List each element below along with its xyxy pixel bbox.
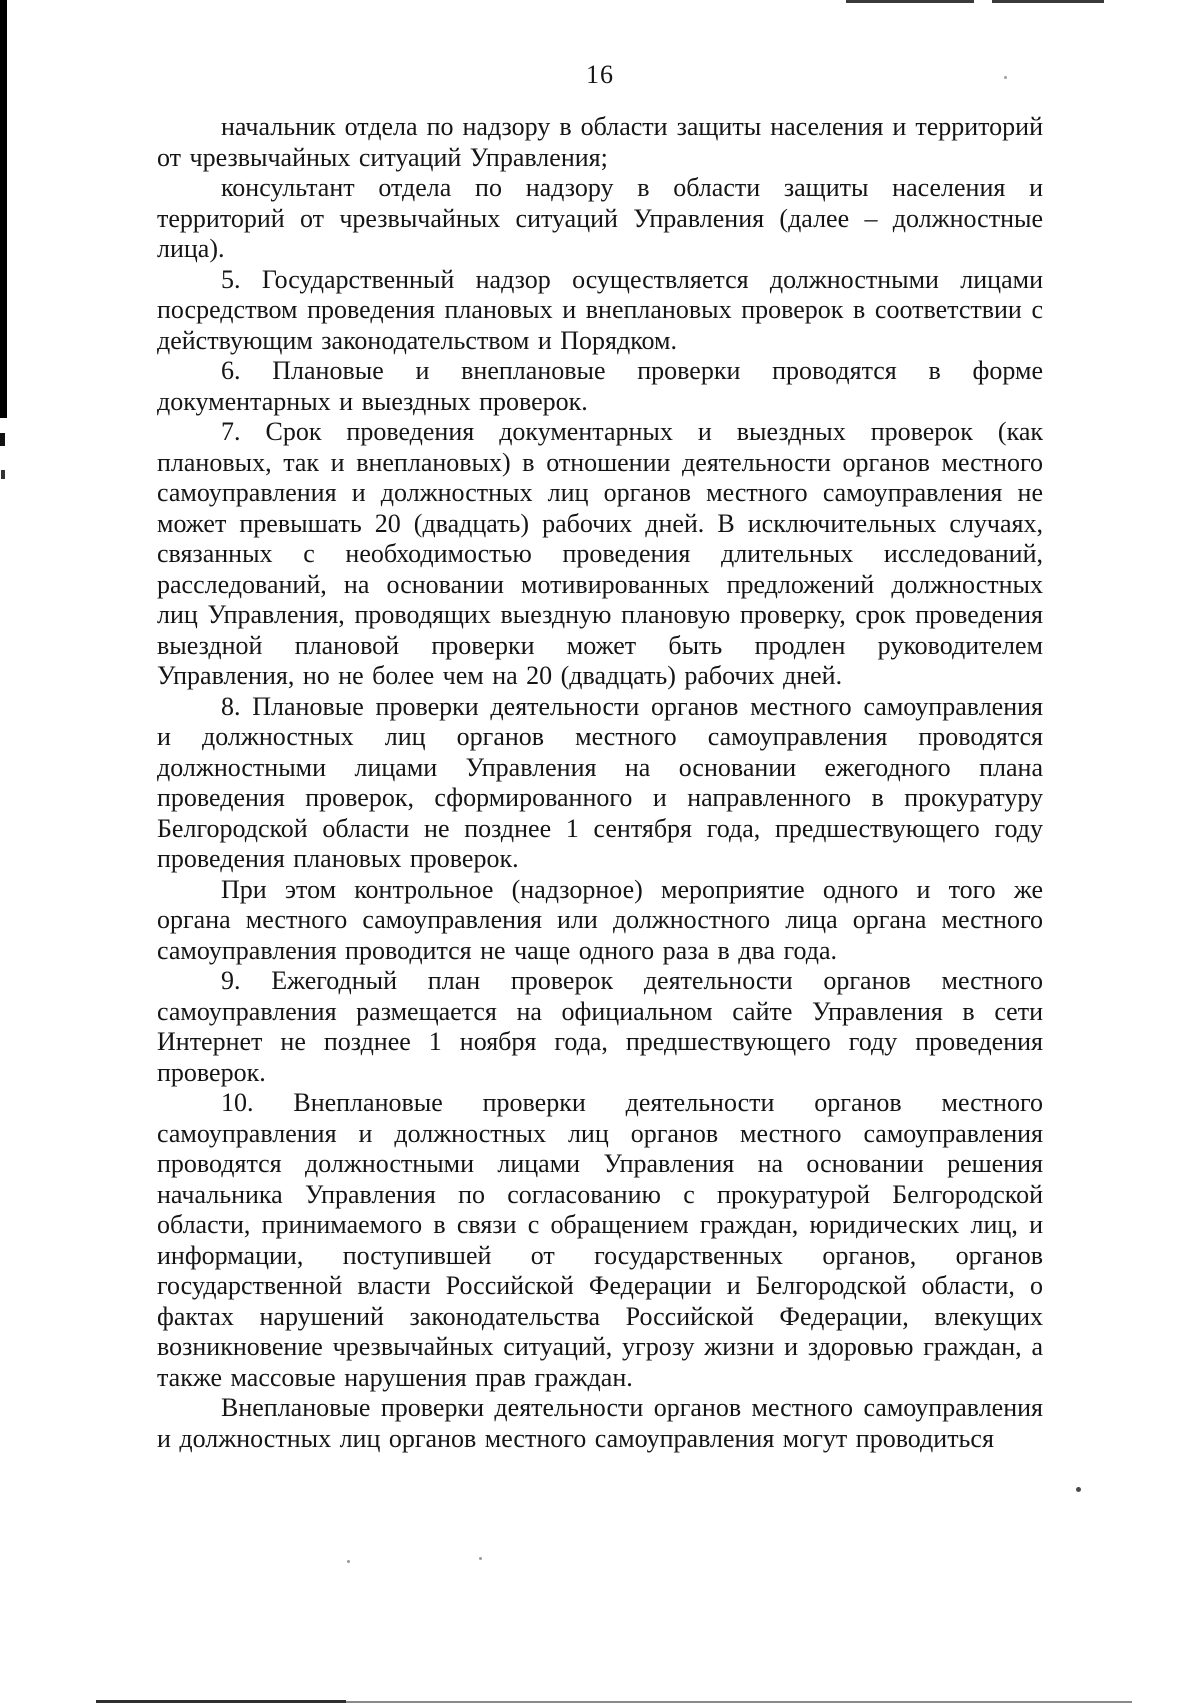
document-paragraph: 9. Ежегодный план проверок деятельности органов местного самоуправления размещается на официальном сайте Управления в сети Интернет не позднее 1 ноября года, предшествующего году проведения проверок.	[157, 966, 1043, 1087]
page-number: 16	[586, 60, 614, 89]
scan-artifact-speck	[479, 1557, 482, 1560]
document-paragraph: 10. Внеплановые проверки деятельности органов местного самоуправления и должностных лиц органов местного самоуправления проводятся должностными лицами Управления на основании решения начальника Управления по согласованию с прокуратурой Белгородской области, принимаемого в связи с обращением граждан, юридических лиц, и информации, поступившей от государственных органов, органов государственной власти Российской Федерации и Белгородской области, о фактах нарушений законодательства Российской Федерации, влекущих возникновение чрезвычайных ситуаций, угрозу жизни и здоровью граждан, а также массовые нарушения прав граждан.	[157, 1088, 1043, 1392]
document-paragraph: 5. Государственный надзор осуществляется должностными лицами посредством проведения плановых и внеплановых проверок в соответствии с действующим законодательством и Порядком.	[157, 264, 1043, 355]
document-paragraph: Внеплановые проверки деятельности органов местного самоуправления и должностных лиц органов местного самоуправления могут проводиться	[157, 1393, 1043, 1453]
scan-artifact-top-dash	[846, 0, 974, 3]
document-paragraph: 8. Плановые проверки деятельности органов местного самоуправления и должностных лиц органов местного самоуправления проводятся должностными лицами Управления на основании ежегодного плана проведения проверок, сформированного и направленного в прокуратуру Белгородской области не позднее 1 сентября года, предшествующего году проведения плановых проверок.	[157, 691, 1043, 873]
document-paragraph: начальник отдела по надзору в области защиты населения и территорий от чрезвычайных ситуаций Управления;	[157, 112, 1043, 172]
scan-artifact-left-tick	[1, 470, 5, 479]
document-paragraph: 6. Плановые и внеплановые проверки проводятся в форме документарных и выездных проверок.	[157, 356, 1043, 416]
scan-artifact-left-tick	[0, 433, 5, 446]
document-paragraph: консультант отдела по надзору в области защиты населения и территорий от чрезвычайных ситуаций Управления (далее – должностные лица).	[157, 173, 1043, 263]
scan-artifact-top-dash	[992, 0, 1104, 3]
document-paragraph: При этом контрольное (надзорное) мероприятие одного и того же органа местного самоуправления или должностного лица органа местного самоуправления проводится не чаще одного раза в два года.	[157, 874, 1043, 965]
scan-artifact-bottom-segment	[96, 1700, 346, 1703]
document-body	[157, 112, 1043, 1454]
document-paragraph: 7. Срок проведения документарных и выездных проверок (как плановых, так и внеплановых) в отношении деятельности органов местного самоуправления и должностных лиц органов местного самоуправления не может превышать 20 (двадцать) рабочих дней. В исключительных случаях, связанных с необходимостью проведения длительных исследований, расследований, на основании мотивированных предложений должностных лиц Управления, проводящих выездную плановую проверку, срок проведения выездной плановой проверки может быть продлен руководителем Управления, но не более чем на 20 (двадцать) рабочих дней.	[157, 417, 1043, 690]
scan-artifact-speck	[347, 1560, 350, 1563]
scan-artifact-dot	[1076, 1487, 1081, 1492]
scan-artifact-left-bar	[0, 0, 7, 418]
scan-artifact-speck	[1004, 76, 1007, 79]
